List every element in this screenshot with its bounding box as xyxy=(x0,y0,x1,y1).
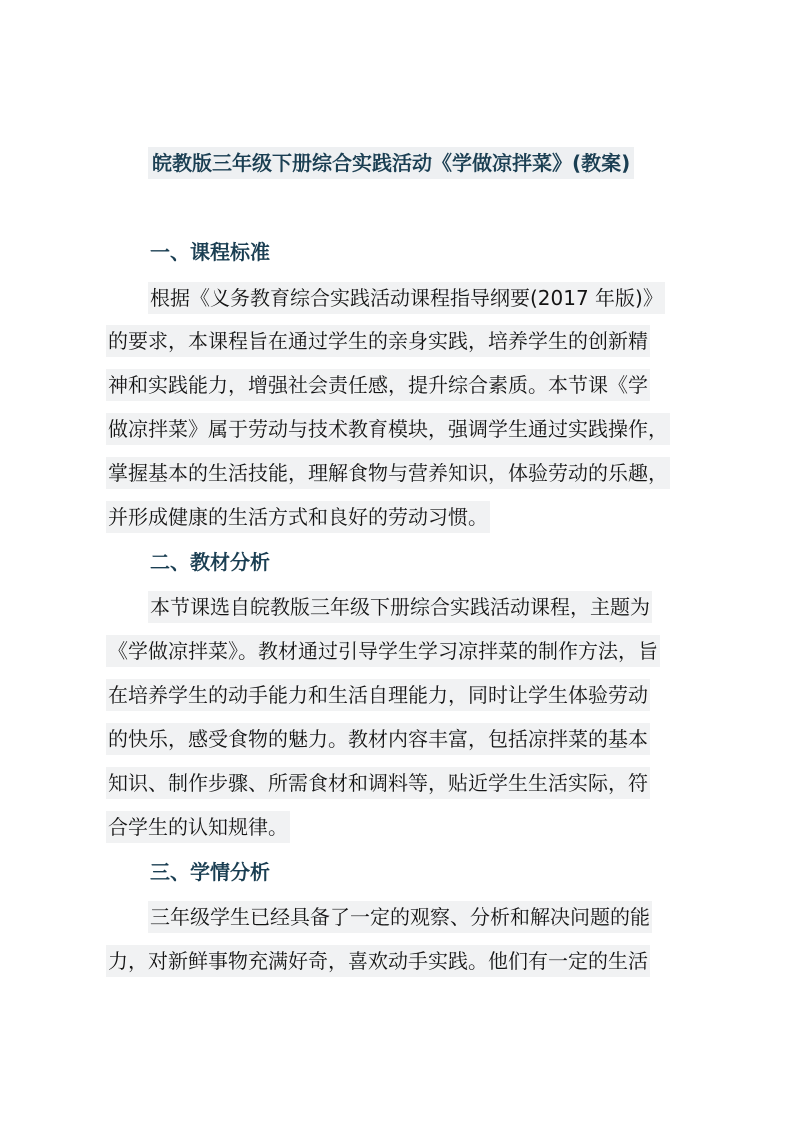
paragraph-line: 掌握基本的生活技能，理解食物与营养知识，体验劳动的乐趣， xyxy=(106,457,670,489)
paragraph-line: 的快乐，感受食物的魅力。教材内容丰富，包括凉拌菜的基本 xyxy=(106,723,650,755)
paragraph-line: 《学做凉拌菜》。教材通过引导学生学习凉拌菜的制作方法，旨 xyxy=(106,635,660,667)
section-heading-learner-analysis: 三、学情分析 xyxy=(150,860,270,884)
paragraph-line: 力，对新鲜事物充满好奇，喜欢动手实践。他们有一定的生活 xyxy=(106,945,650,977)
paragraph-line: 并形成健康的生活方式和良好的劳动习惯。 xyxy=(106,501,490,533)
paragraph-line: 根据《义务教育综合实践活动课程指导纲要(2017 年版)》 xyxy=(148,282,665,314)
paragraph-line: 在培养学生的动手能力和生活自理能力，同时让学生体验劳动 xyxy=(106,679,650,711)
paragraph-line: 本节课选自皖教版三年级下册综合实践活动课程，主题为 xyxy=(148,591,652,623)
paragraph-line: 的要求，本课程旨在通过学生的亲身实践，培养学生的创新精 xyxy=(106,325,650,357)
paragraph-line: 三年级学生已经具备了一定的观察、分析和解决问题的能 xyxy=(148,901,652,933)
paragraph-line: 做凉拌菜》属于劳动与技术教育模块，强调学生通过实践操作， xyxy=(106,413,670,445)
paragraph-line: 知识、制作步骤、所需食材和调料等，贴近学生生活实际，符 xyxy=(106,767,650,799)
section-heading-curriculum-standard: 一、课程标准 xyxy=(150,240,270,264)
section-heading-textbook-analysis: 二、教材分析 xyxy=(150,550,270,574)
paragraph-line: 神和实践能力，增强社会责任感，提升综合素质。本节课《学 xyxy=(106,369,650,401)
document-title: 皖教版三年级下册综合实践活动《学做凉拌菜》(教案) xyxy=(148,147,634,179)
paragraph-line: 合学生的认知规律。 xyxy=(106,811,290,843)
